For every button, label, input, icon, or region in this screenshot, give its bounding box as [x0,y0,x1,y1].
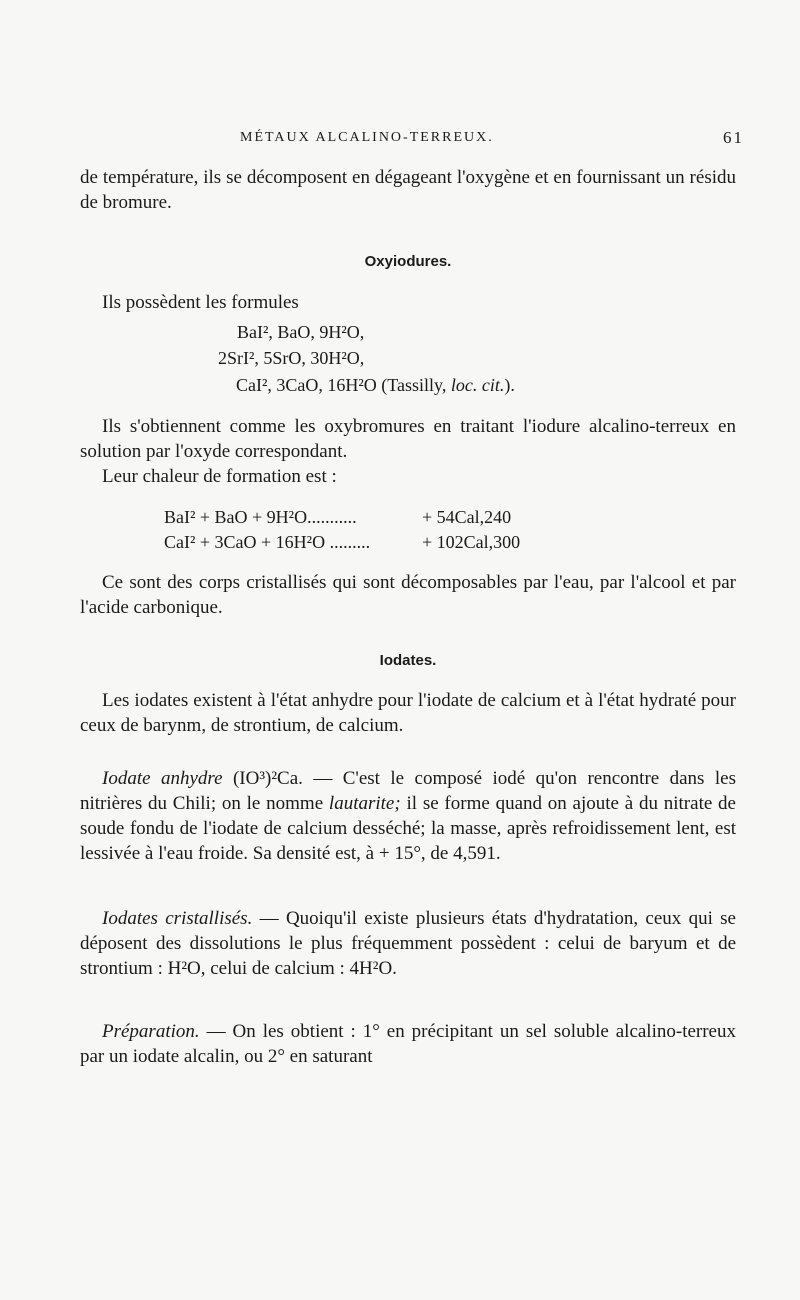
term-lautarite: lautarite; [328,793,401,814]
equation-lhs: BaI² + BaO + 9H²O........... [164,507,357,527]
page-number: 61 [723,128,744,147]
formula-reference: loc. cit. [450,375,505,395]
paragraph-oxyiodures-obtention: Ils s'obtiennent comme les oxybromures en traitant l'iodure alcalino-terreux en solution par l'oxyde correspondant. [80,416,736,462]
intro-paragraph: de température, ils se décomposent en dégageant l'oxygène et en fournissant un résidu de bromure. [80,167,736,213]
equation-lhs: CaI² + 3CaO + 16H²O ......... [164,532,371,552]
heat-equation-row [164,507,511,528]
term-iodate-anhydre: Iodate anhydre [102,768,223,789]
heat-lead: Leur chaleur de formation est : [102,466,337,487]
term-iodates-cristallises: Iodates cristallisés. [102,908,253,929]
formula-end: ). [504,375,515,395]
formula-text: CaI², 3CaO, 16H²O (Tassilly, [236,375,447,395]
cristallises-text: — Quoiqu'il existe plusieurs états d'hydratation, ceux qui se déposent des dissolutions le plus fréquemment possèdent : celui de baryum et de strontium : H²O, celui de calcium : 4H²O. [80,908,736,979]
paragraph-iodate-anhydre [80,766,736,866]
formulas-lead: Ils possèdent les formules [102,292,299,313]
paragraph-preparation [80,1019,736,1069]
formula-line: 2SrI², 5SrO, 30H²O, [218,348,365,368]
section-heading-iodates: Iodates. [379,652,437,669]
anhydre-text-2: il se forme quand on ajoute à du nitrate de soude fondu de l'iodate de calcium desséché; la masse, après refroidissement lent, est lessivée à l'eau froide. Sa densité est, à + 15°, de 4,591. [80,793,736,864]
equation-rhs: + 54Cal,240 [422,507,512,527]
equation-rhs: + 102Cal,300 [422,532,521,552]
formula-line: BaI², BaO, 9H²O, [237,322,365,342]
preparation-text: — On les obtient : 1° en précipitant un sel soluble alcalino-terreux par un iodate alcalin, ou 2° en saturant [80,1021,736,1067]
section-heading-oxyiodures: Oxyiodures. [364,253,452,270]
paragraph-decomposables: Ce sont des corps cristallisés qui sont décomposables par l'eau, par l'alcool et par l'acide carbonique. [80,572,736,618]
formula-line [236,375,515,396]
page-header [80,128,744,152]
term-preparation: Préparation. [102,1021,200,1042]
heat-equation-row [164,532,520,553]
paragraph-iodates-intro: Les iodates existent à l'état anhydre pour l'iodate de calcium et à l'état hydraté pour ceux de barynm, de strontium, de calcium. [80,690,736,736]
running-title: MÉTAUX ALCALINO-TERREUX. [240,130,494,145]
anhydre-text-1: (IO³)²Ca. — C'est le composé iodé qu'on rencontre dans les nitrières du Chili; on le nomme [80,768,736,814]
paragraph-iodates-cristallises [80,906,736,981]
